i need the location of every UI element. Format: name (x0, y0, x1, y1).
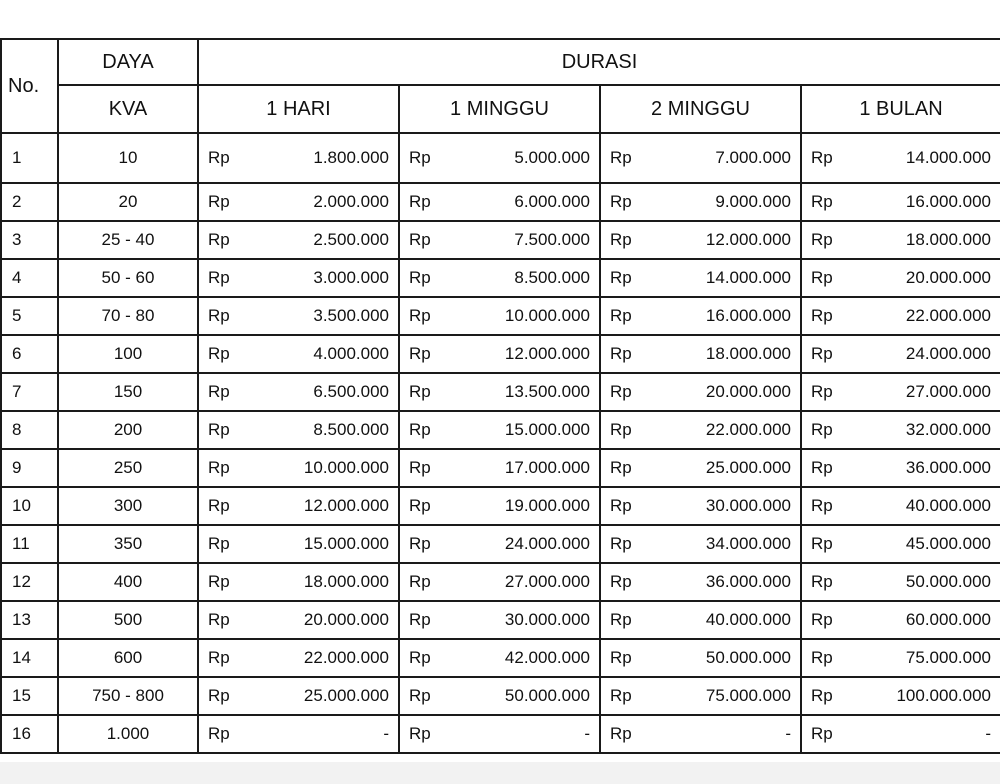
currency-label: Rp (811, 724, 833, 743)
price-cell (600, 449, 801, 487)
currency-label: Rp (208, 148, 230, 167)
price-cell (801, 639, 1000, 677)
currency-label: Rp (409, 344, 431, 363)
price-cell (399, 601, 600, 639)
price-cell (399, 639, 600, 677)
price-amount: 16.000.000 (905, 192, 992, 211)
currency-label: Rp (208, 420, 230, 439)
price-amount: 16.000.000 (705, 306, 791, 325)
row-number: 9 (1, 449, 58, 487)
currency-label: Rp (409, 724, 431, 743)
column-header-1-bulan: 1 BULAN (801, 85, 1000, 133)
rental-price-table (0, 38, 1000, 754)
currency-label: Rp (409, 148, 431, 167)
price-cell (600, 411, 801, 449)
currency-label: Rp (409, 306, 431, 325)
price-cell (198, 449, 399, 487)
price-cell (399, 411, 600, 449)
table-body (1, 133, 1000, 753)
currency-label: Rp (208, 382, 230, 401)
price-cell (801, 601, 1000, 639)
price-cell (399, 449, 600, 487)
currency-label: Rp (811, 382, 833, 401)
price-cell (801, 487, 1000, 525)
currency-label: Rp (811, 268, 833, 287)
price-amount: 15.000.000 (303, 534, 389, 553)
currency-label: Rp (409, 496, 431, 515)
price-cell (600, 525, 801, 563)
price-amount: 12.000.000 (705, 230, 791, 249)
table-row (1, 677, 1000, 715)
column-header-durasi: DURASI (198, 39, 1000, 85)
row-number: 1 (1, 133, 58, 183)
price-cell (801, 563, 1000, 601)
price-amount: 18.000.000 (705, 344, 791, 363)
table-row (1, 259, 1000, 297)
currency-label: Rp (208, 458, 230, 477)
table-row (1, 563, 1000, 601)
currency-label: Rp (811, 458, 833, 477)
currency-label: Rp (811, 648, 833, 667)
price-cell (399, 563, 600, 601)
row-number: 13 (1, 601, 58, 639)
row-number: 4 (1, 259, 58, 297)
price-amount: 3.500.000 (313, 306, 389, 325)
row-number: 15 (1, 677, 58, 715)
price-cell (801, 373, 1000, 411)
table-row (1, 601, 1000, 639)
currency-label: Rp (811, 420, 833, 439)
table-row (1, 639, 1000, 677)
price-amount: - (383, 724, 389, 743)
price-cell (801, 677, 1000, 715)
currency-label: Rp (610, 420, 632, 439)
price-cell (198, 221, 399, 259)
price-cell (198, 373, 399, 411)
row-number: 8 (1, 411, 58, 449)
column-header-no: No. (1, 39, 58, 133)
price-cell (198, 183, 399, 221)
price-cell (399, 715, 600, 753)
price-cell (801, 221, 1000, 259)
currency-label: Rp (409, 382, 431, 401)
price-amount: 1.800.000 (313, 148, 389, 167)
row-number: 16 (1, 715, 58, 753)
price-cell (600, 563, 801, 601)
price-cell (399, 297, 600, 335)
price-cell (600, 221, 801, 259)
price-amount: 6.500.000 (313, 382, 389, 401)
price-amount: 12.000.000 (303, 496, 389, 515)
price-cell (198, 297, 399, 335)
currency-label: Rp (409, 458, 431, 477)
currency-label: Rp (610, 148, 632, 167)
currency-label: Rp (811, 610, 833, 629)
row-number: 11 (1, 525, 58, 563)
currency-label: Rp (610, 610, 632, 629)
price-amount: 32.000.000 (905, 420, 992, 439)
price-amount: 40.000.000 (705, 610, 791, 629)
column-header-1-minggu: 1 MINGGU (399, 85, 600, 133)
currency-label: Rp (811, 534, 833, 553)
currency-label: Rp (409, 572, 431, 591)
table-row (1, 449, 1000, 487)
bottom-margin (0, 762, 1000, 784)
price-cell (198, 677, 399, 715)
price-cell (600, 133, 801, 183)
price-amount: 22.000.000 (705, 420, 791, 439)
row-number: 14 (1, 639, 58, 677)
price-amount: 8.500.000 (514, 268, 590, 287)
price-cell (600, 259, 801, 297)
table-row (1, 335, 1000, 373)
price-cell (198, 639, 399, 677)
price-cell (600, 373, 801, 411)
price-amount: 17.000.000 (504, 458, 590, 477)
price-amount: 24.000.000 (504, 534, 590, 553)
currency-label: Rp (811, 572, 833, 591)
kva-value: 70 - 80 (58, 297, 198, 335)
currency-label: Rp (208, 648, 230, 667)
price-amount: 10.000.000 (303, 458, 389, 477)
row-number: 12 (1, 563, 58, 601)
kva-value: 300 (58, 487, 198, 525)
price-amount: 8.500.000 (313, 420, 389, 439)
row-number: 10 (1, 487, 58, 525)
price-amount: 25.000.000 (705, 458, 791, 477)
price-amount: 18.000.000 (303, 572, 389, 591)
price-cell (801, 259, 1000, 297)
price-cell (801, 525, 1000, 563)
price-cell (198, 563, 399, 601)
price-cell (198, 411, 399, 449)
kva-value: 20 (58, 183, 198, 221)
price-amount: 50.000.000 (504, 686, 590, 705)
price-amount: 75.000.000 (705, 686, 791, 705)
price-amount: 36.000.000 (705, 572, 791, 591)
price-amount: - (985, 724, 992, 743)
price-cell (600, 715, 801, 753)
currency-label: Rp (811, 686, 833, 705)
price-cell (198, 133, 399, 183)
price-cell (399, 183, 600, 221)
currency-label: Rp (208, 268, 230, 287)
price-amount: 20.000.000 (905, 268, 992, 287)
price-amount: 10.000.000 (504, 306, 590, 325)
currency-label: Rp (811, 148, 833, 167)
price-cell (399, 487, 600, 525)
price-cell (399, 133, 600, 183)
price-cell (801, 411, 1000, 449)
price-amount: - (785, 724, 791, 743)
currency-label: Rp (811, 306, 833, 325)
kva-value: 200 (58, 411, 198, 449)
price-cell (801, 449, 1000, 487)
table-row (1, 525, 1000, 563)
price-cell (600, 183, 801, 221)
currency-label: Rp (208, 724, 230, 743)
currency-label: Rp (811, 496, 833, 515)
table-row (1, 221, 1000, 259)
kva-value: 25 - 40 (58, 221, 198, 259)
price-amount: 18.000.000 (905, 230, 992, 249)
currency-label: Rp (811, 230, 833, 249)
price-cell (600, 677, 801, 715)
currency-label: Rp (409, 648, 431, 667)
currency-label: Rp (409, 230, 431, 249)
currency-label: Rp (610, 686, 632, 705)
price-cell (600, 639, 801, 677)
currency-label: Rp (610, 724, 632, 743)
price-cell (198, 335, 399, 373)
price-cell (801, 133, 1000, 183)
kva-value: 600 (58, 639, 198, 677)
currency-label: Rp (208, 230, 230, 249)
currency-label: Rp (610, 230, 632, 249)
price-amount: 30.000.000 (504, 610, 590, 629)
currency-label: Rp (811, 192, 833, 211)
row-number: 2 (1, 183, 58, 221)
price-cell (399, 525, 600, 563)
column-header-1-hari: 1 HARI (198, 85, 399, 133)
currency-label: Rp (610, 458, 632, 477)
currency-label: Rp (208, 686, 230, 705)
price-amount: 20.000.000 (303, 610, 389, 629)
kva-value: 10 (58, 133, 198, 183)
currency-label: Rp (208, 610, 230, 629)
table-row (1, 183, 1000, 221)
price-amount: - (584, 724, 590, 743)
price-amount: 27.000.000 (504, 572, 590, 591)
kva-value: 100 (58, 335, 198, 373)
currency-label: Rp (208, 306, 230, 325)
price-amount: 2.500.000 (313, 230, 389, 249)
kva-value: 1.000 (58, 715, 198, 753)
price-amount: 45.000.000 (905, 534, 992, 553)
currency-label: Rp (610, 192, 632, 211)
currency-label: Rp (208, 496, 230, 515)
price-amount: 75.000.000 (905, 648, 992, 667)
currency-label: Rp (208, 192, 230, 211)
currency-label: Rp (208, 534, 230, 553)
price-amount: 60.000.000 (905, 610, 992, 629)
table-row (1, 373, 1000, 411)
table-header (1, 39, 1000, 133)
row-number: 3 (1, 221, 58, 259)
column-header-daya: DAYA (58, 39, 198, 85)
currency-label: Rp (409, 420, 431, 439)
currency-label: Rp (610, 268, 632, 287)
price-amount: 13.500.000 (504, 382, 590, 401)
currency-label: Rp (610, 382, 632, 401)
price-cell (600, 335, 801, 373)
kva-value: 750 - 800 (58, 677, 198, 715)
table-row (1, 297, 1000, 335)
price-amount: 27.000.000 (905, 382, 992, 401)
price-amount: 15.000.000 (504, 420, 590, 439)
currency-label: Rp (610, 648, 632, 667)
price-cell (198, 525, 399, 563)
row-number: 6 (1, 335, 58, 373)
price-cell (600, 487, 801, 525)
price-amount: 2.000.000 (313, 192, 389, 211)
price-amount: 12.000.000 (504, 344, 590, 363)
kva-value: 50 - 60 (58, 259, 198, 297)
currency-label: Rp (409, 192, 431, 211)
price-amount: 36.000.000 (905, 458, 992, 477)
price-amount: 50.000.000 (705, 648, 791, 667)
row-number: 5 (1, 297, 58, 335)
currency-label: Rp (610, 306, 632, 325)
price-cell (600, 601, 801, 639)
price-cell (600, 297, 801, 335)
price-amount: 25.000.000 (303, 686, 389, 705)
price-cell (801, 335, 1000, 373)
table-row (1, 487, 1000, 525)
price-cell (399, 259, 600, 297)
price-amount: 6.000.000 (514, 192, 590, 211)
price-cell (198, 259, 399, 297)
price-cell (399, 335, 600, 373)
price-amount: 22.000.000 (905, 306, 992, 325)
price-amount: 24.000.000 (905, 344, 992, 363)
column-header-2-minggu: 2 MINGGU (600, 85, 801, 133)
price-cell (399, 373, 600, 411)
price-amount: 22.000.000 (303, 648, 389, 667)
price-amount: 42.000.000 (504, 648, 590, 667)
currency-label: Rp (409, 268, 431, 287)
price-amount: 30.000.000 (705, 496, 791, 515)
column-header-kva: KVA (58, 85, 198, 133)
table-row (1, 411, 1000, 449)
price-amount: 14.000.000 (905, 148, 992, 167)
currency-label: Rp (409, 610, 431, 629)
price-amount: 5.000.000 (514, 148, 590, 167)
currency-label: Rp (208, 344, 230, 363)
price-amount: 4.000.000 (313, 344, 389, 363)
currency-label: Rp (610, 534, 632, 553)
currency-label: Rp (409, 686, 431, 705)
price-cell (399, 677, 600, 715)
currency-label: Rp (610, 496, 632, 515)
price-cell (198, 487, 399, 525)
table-row (1, 715, 1000, 753)
price-amount: 100.000.000 (896, 686, 992, 705)
price-amount: 34.000.000 (705, 534, 791, 553)
currency-label: Rp (610, 344, 632, 363)
price-amount: 7.000.000 (715, 148, 791, 167)
price-amount: 50.000.000 (905, 572, 992, 591)
kva-value: 250 (58, 449, 198, 487)
price-amount: 14.000.000 (705, 268, 791, 287)
price-cell (198, 715, 399, 753)
price-cell (801, 297, 1000, 335)
price-amount: 20.000.000 (705, 382, 791, 401)
kva-value: 500 (58, 601, 198, 639)
price-cell (801, 183, 1000, 221)
row-number: 7 (1, 373, 58, 411)
kva-value: 400 (58, 563, 198, 601)
price-amount: 40.000.000 (905, 496, 992, 515)
currency-label: Rp (409, 534, 431, 553)
kva-value: 150 (58, 373, 198, 411)
price-cell (399, 221, 600, 259)
price-amount: 19.000.000 (504, 496, 590, 515)
currency-label: Rp (811, 344, 833, 363)
table-row (1, 133, 1000, 183)
price-amount: 9.000.000 (715, 192, 791, 211)
price-cell (801, 715, 1000, 753)
kva-value: 350 (58, 525, 198, 563)
price-cell (198, 601, 399, 639)
currency-label: Rp (208, 572, 230, 591)
price-amount: 3.000.000 (313, 268, 389, 287)
price-amount: 7.500.000 (514, 230, 590, 249)
currency-label: Rp (610, 572, 632, 591)
